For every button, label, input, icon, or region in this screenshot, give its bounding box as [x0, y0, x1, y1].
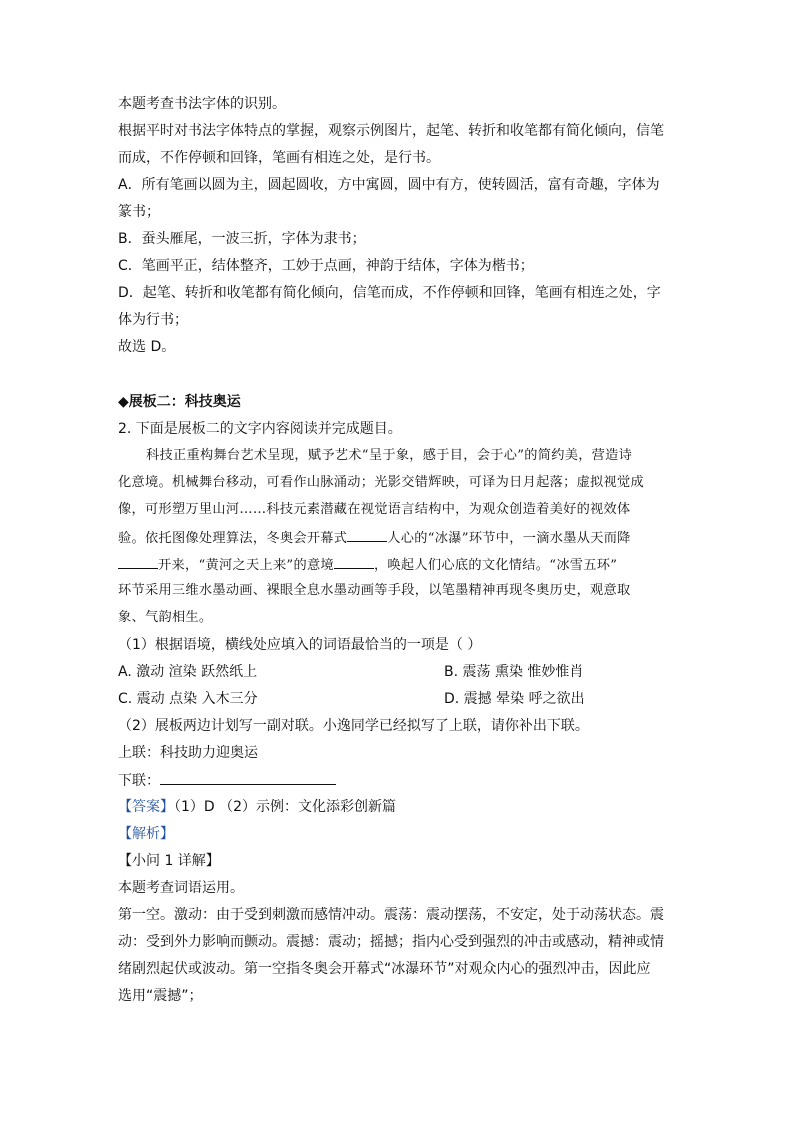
option-a: A. 激动 渲染 跃然纸上: [118, 664, 258, 680]
fill-blank: [347, 527, 387, 542]
explain-line: 本题考查词语运用。: [118, 880, 244, 896]
lower-couplet: [118, 770, 336, 790]
passage-line: 化意境。机械舞台移动，可看作山脉涌动；光影交错辉映，可译为日月起落；虚拟视觉成: [118, 475, 645, 490]
option-b: B. 震荡 熏染 惟妙惟肖: [444, 664, 584, 680]
passage-line: 环节采用三维水墨动画、裸眼全息水墨动画等手段，以笔墨精神再现冬奥历史，观意取: [118, 583, 631, 598]
passage-line: 象、气韵相生。: [118, 610, 213, 625]
sub-question-1: （1）根据语境，横线处应填入的词语最恰当的一项是（ ）: [118, 637, 482, 653]
passage-text: 人心的“冰瀑”环节中，一滴水墨从天而降: [387, 531, 631, 546]
option-d: D. 震撼 晕染 呼之欲出: [444, 691, 585, 707]
fill-blank: [118, 554, 158, 569]
explain-line: 绪剧烈起伏或波动。第一空指冬奥会开幕式“冰瀑环节”对观众内心的强烈冲击，因此应: [118, 961, 651, 977]
option-b-analysis: B．蚕头雁尾，一波三折，字体为隶书；: [118, 231, 366, 247]
explain-line: 动：受到外力影响而颤动。震撼：震动；摇撼；指内心受到强烈的冲击或感动，精神或情: [118, 934, 664, 950]
upper-couplet: 上联：科技助力迎奥运: [118, 745, 258, 761]
analysis-line: 本题考查书法字体的识别。: [118, 96, 286, 112]
passage-text: 验。依托图像处理算法，冬奥会开幕式: [118, 531, 348, 546]
passage-line: 像，可形塑万里山河……科技元素潜藏在视觉语言结构中，为观众创造着美好的视效体: [118, 502, 631, 517]
fill-blank: [334, 554, 374, 569]
conclusion-line: 故选 D。: [118, 339, 176, 355]
passage-line: [118, 527, 631, 547]
analysis-tag: 【解析】: [118, 826, 174, 842]
analysis-line: 而成，不作停顿和回锋，笔画有相连之处，是行书。: [118, 150, 440, 166]
option-d-analysis: D．起笔、转折和收笔都有简化倾向，信笔而成，不作停顿和回锋，笔画有相连之处，字: [118, 285, 661, 301]
explain-line: 选用“震撼”；: [118, 988, 203, 1004]
analysis-line: 根据平时对书法字体特点的掌握，观察示例图片，起笔、转折和收笔都有简化倾向，信笔: [118, 123, 664, 139]
analysis-line: 篆书；: [118, 204, 160, 220]
answer-blank: [160, 770, 336, 785]
analysis-line: 体为行书；: [118, 312, 188, 328]
option-a-analysis: A．所有笔画以圆为主，圆起圆收，方中寓圆，圆中有方，使转圆活，富有奇趣，字体为: [118, 177, 660, 193]
answer-tag: 【答案】: [118, 799, 174, 815]
explain-line: 第一空。激动：由于受到刺激而感情冲动。震荡：震动摆荡，不安定，处于动荡状态。震: [118, 907, 664, 923]
passage-line: [118, 554, 617, 574]
answer-text: （1）D （2）示例：文化添彩创新篇: [174, 799, 397, 815]
passage-line: 科技正重构舞台艺术呈现，赋予艺术“呈于象，感于目，会于心”的简约美，营造诗: [146, 448, 633, 463]
passage-text: ，唤起人们心底的文化情结。“冰雪五环”: [373, 558, 618, 573]
lower-couplet-label: 下联：: [118, 773, 160, 789]
answer-line: [118, 797, 396, 817]
question-intro: 2. 下面是展板二的文字内容阅读并完成题目。: [118, 421, 402, 437]
passage-text: 开来，“黄河之天上来”的意境: [158, 558, 334, 573]
option-c-analysis: C．笔画平正，结体整齐，工妙于点画，神韵于结体，字体为楷书；: [118, 258, 534, 274]
option-c: C. 震动 点染 入木三分: [118, 691, 258, 707]
section-heading: ◆展板二：科技奥运: [118, 394, 241, 410]
sub-question-2: （2）展板两边计划写一副对联。小逸同学已经拟写了上联，请你补出下联。: [118, 718, 589, 734]
small-question-detail-tag: 【小问 1 详解】: [118, 853, 220, 869]
